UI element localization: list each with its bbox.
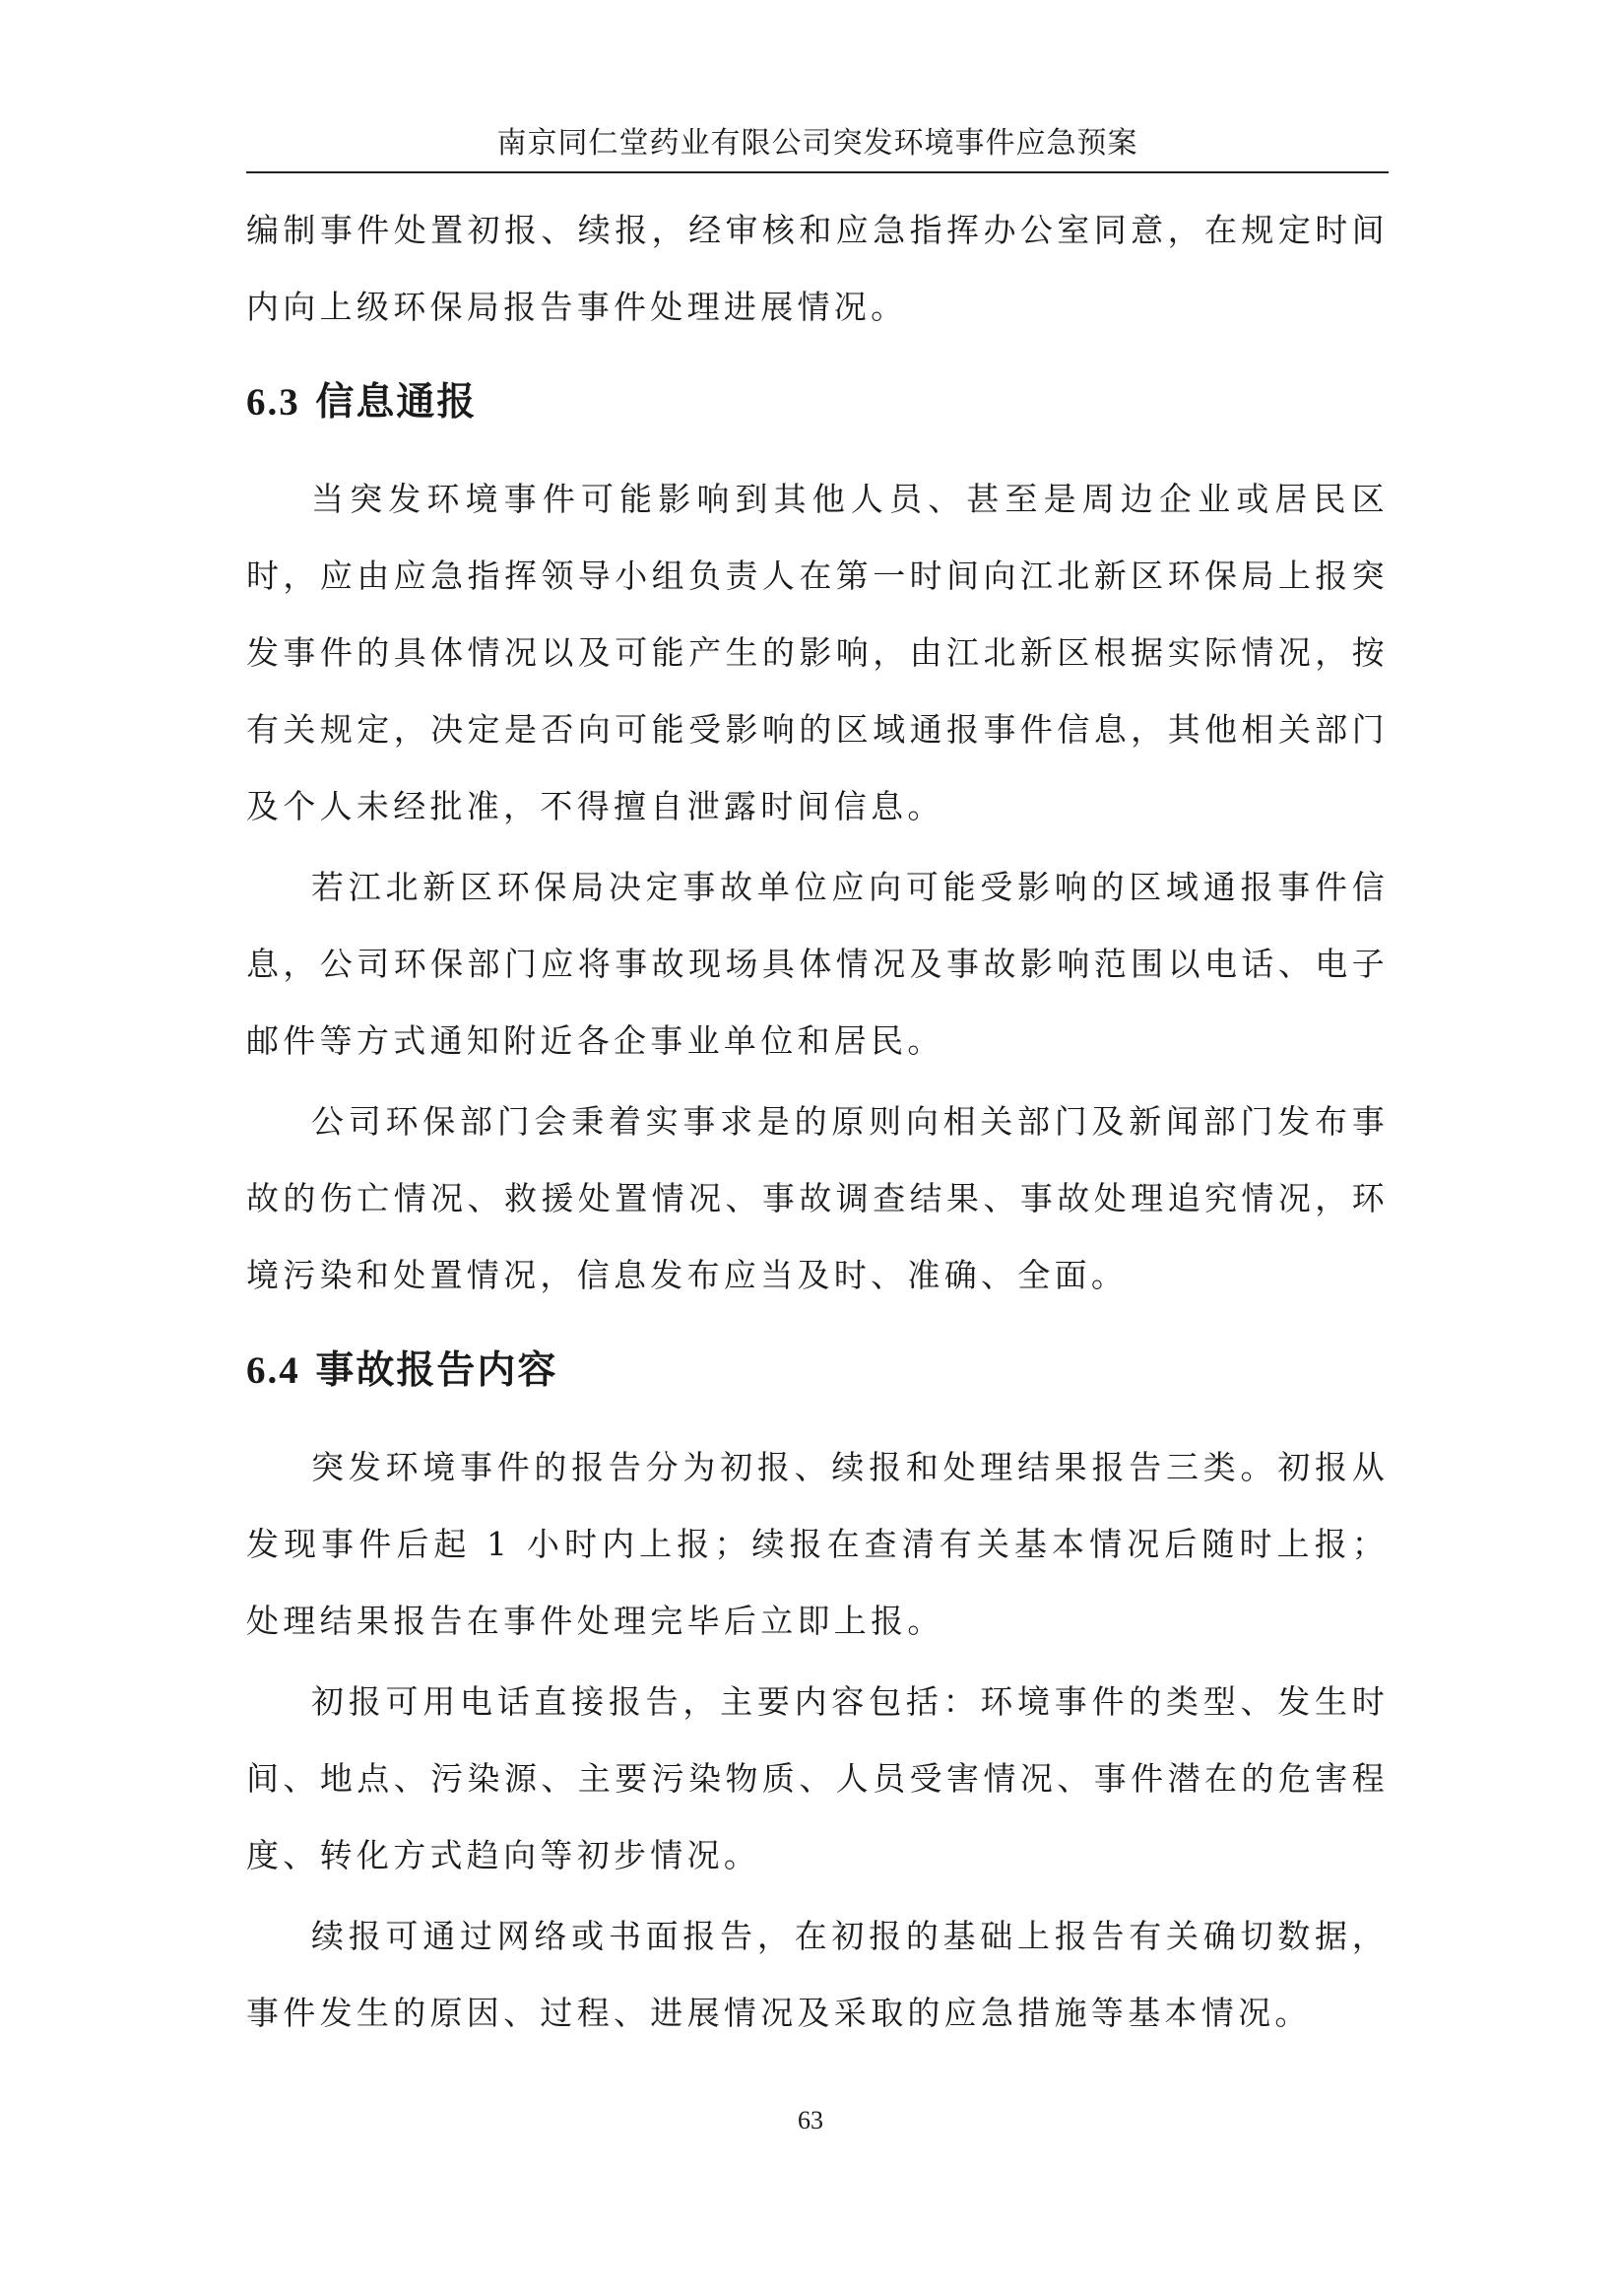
section-title: 信息通报 [315, 379, 478, 425]
paragraph: 若江北新区环保局决定事故单位应向可能受影响的区域通报事件信息，公司环保部门应将事故现场具体情况及事故影响范围以电话、电子邮件等方式通知附近各企事业单位和居民。 [246, 868, 1389, 1060]
section-heading-6-4 [246, 1326, 1389, 1415]
paragraph-continued: 编制事件处置初报、续报，经审核和应急指挥办公室同意，在规定时间内向上级环保局报告事件处理进展情况。 [246, 211, 1389, 326]
header-title: 南京同仁堂药业有限公司突发环境事件应急预案 [496, 126, 1138, 161]
document-body [246, 192, 1389, 2052]
section-heading-6-3 [246, 358, 1389, 447]
paragraph: 续报可通过网络或书面报告，在初报的基础上报告有关确切数据，事件发生的原因、过程、进展情况及采取的应急措施等基本情况。 [246, 1917, 1389, 2032]
paragraph: 突发环境事件的报告分为初报、续报和处理结果报告三类。初报从发现事件后起 1 小时内上报；续报在查清有关基本情况后随时上报；处理结果报告在事件处理完毕后立即上报。 [246, 1448, 1389, 1640]
paragraph: 当突发环境事件可能影响到其他人员、甚至是周边企业或居民区时，应由应急指挥领导小组负责人在第一时间向江北新区环保局上报突发事件的具体情况以及可能产生的影响，由江北新区根据实际情况，按有关规定，决定是否向可能受影响的区域通报事件信息，其他相关部门及个人未经批准，不得擅自泄露时间信息。 [246, 480, 1389, 825]
section-title: 事故报告内容 [315, 1347, 558, 1393]
page-header [246, 116, 1389, 173]
paragraph: 初报可用电话直接报告，主要内容包括：环境事件的类型、发生时间、地点、污染源、主要污染物质、人员受害情况、事件潜在的危害程度、转化方式趋向等初步情况。 [246, 1682, 1389, 1874]
page-number: 63 [798, 2106, 823, 2134]
section-number: 6.4 [246, 1349, 300, 1392]
section-number: 6.3 [246, 381, 300, 424]
paragraph: 公司环保部门会秉着实事求是的原则向相关部门及新闻部门发布事故的伤亡情况、救援处置情况、事故调查结果、事故处理追究情况，环境污染和处置情况，信息发布应当及时、准确、全面。 [246, 1102, 1389, 1294]
